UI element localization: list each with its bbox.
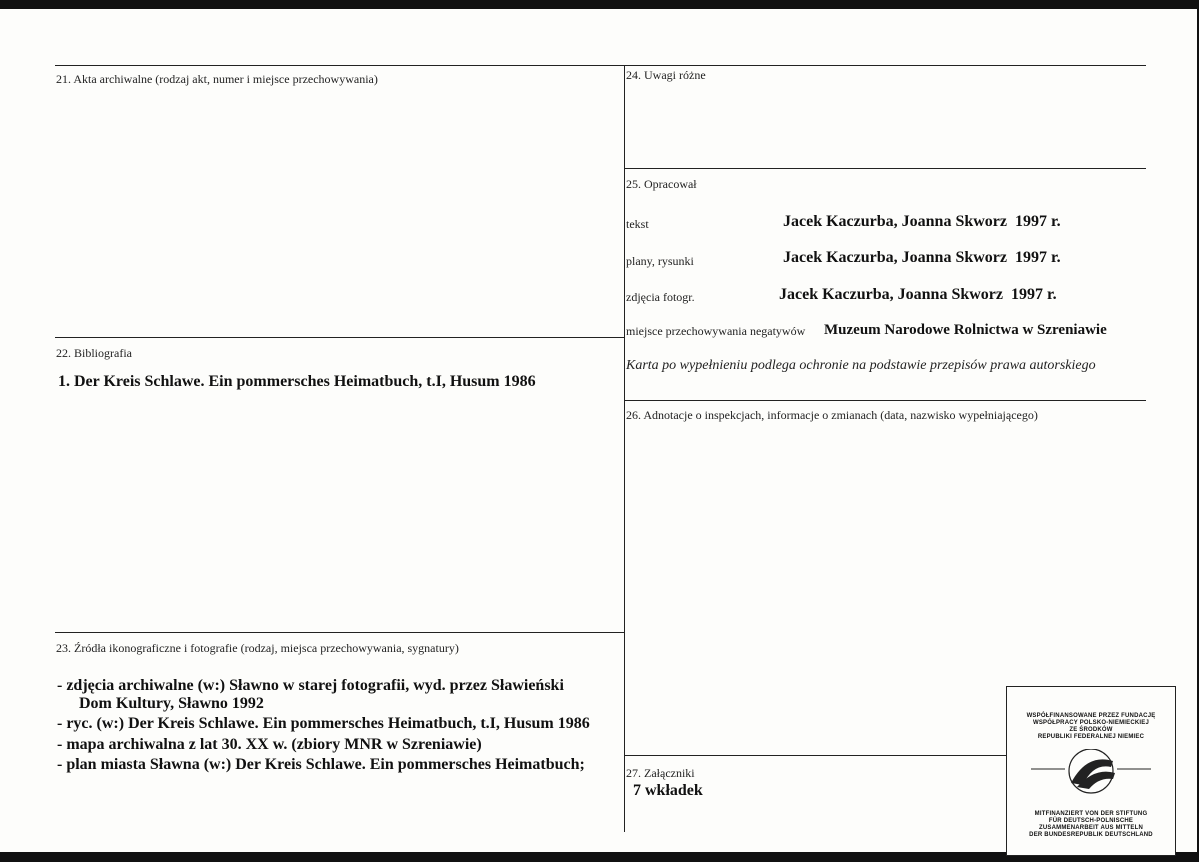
author-row-label-text: tekst: [626, 217, 649, 231]
section-26-label: 26. Adnotacje o inspekcjach, informacje o zmianach (data, nazwisko wypełniającego): [626, 408, 1038, 422]
iconography-line: Dom Kultury, Sławno 1992: [79, 695, 264, 712]
section-25-label: 25. Opracował: [626, 177, 697, 191]
author-row-value-text: Jacek Kaczurba, Joanna Skworz 1997 r.: [783, 213, 1061, 230]
copyright-note: Karta po wypełnieniu podlega ochronie na podstawie przepisów prawa autorskiego: [626, 358, 1096, 373]
stamp-line: WSPÓŁFINANSOWANE PRZEZ FUNDACJĘ: [1026, 713, 1156, 719]
stamp-line: ZUSAMMENARBEIT AUS MITTELN: [1039, 825, 1143, 831]
rule-25-26: [624, 400, 1146, 401]
bibliography-entry: 1. Der Kreis Schlawe. Ein pommersches Heimatbuch, t.I, Husum 1986: [58, 373, 536, 390]
negatives-value: Muzeum Narodowe Rolnictwa w Szreniawie: [824, 322, 1107, 338]
stamp-line: MITFINANZIERT VON DER STIFTUNG: [1034, 811, 1148, 817]
rule-22-23: [55, 632, 624, 633]
stamp-line: ZE ŚRODKÓW: [1069, 727, 1113, 733]
section-23-label: 23. Źródła ikonograficzne i fotografie (rodzaj, miejsca przechowywania, sygnatury): [56, 641, 459, 655]
foundation-stamp: [1006, 686, 1176, 856]
section-24-label: 24. Uwagi różne: [626, 68, 706, 82]
stamp-line: REPUBLIKI FEDERALNEJ NIEMIEC: [1037, 734, 1145, 740]
author-row-value-photos: Jacek Kaczurba, Joanna Skworz 1997 r.: [779, 286, 1057, 303]
section-22-label: 22. Bibliografia: [56, 346, 132, 360]
author-row-label-photos: zdjęcia fotogr.: [626, 290, 695, 304]
rule-21-22: [55, 337, 624, 338]
stamp-line: WSPÓŁPRACY POLSKO-NIEMIECKIEJ: [1032, 720, 1150, 726]
rule-26-27: [624, 755, 1006, 756]
attachments-value: 7 wkładek: [633, 782, 703, 799]
section-27-label: 27. Załączniki: [626, 766, 695, 780]
author-row-label-plans: plany, rysunki: [626, 254, 694, 268]
iconography-line: - mapa archiwalna z lat 30. XX w. (zbiory MNR w Szreniawie): [57, 736, 482, 753]
iconography-line: - plan miasta Sławna (w:) Der Kreis Schlawe. Ein pommersches Heimatbuch;: [57, 756, 585, 773]
section-21-label: 21. Akta archiwalne (rodzaj akt, numer i miejsce przechowywania): [56, 72, 378, 86]
iconography-line: - ryc. (w:) Der Kreis Schlawe. Ein pommersches Heimatbuch, t.I, Husum 1986: [57, 715, 590, 732]
iconography-line: - zdjęcia archiwalne (w:) Sławno w starej fotografii, wyd. przez Sławieński: [57, 677, 564, 694]
author-row-value-plans: Jacek Kaczurba, Joanna Skworz 1997 r.: [783, 249, 1061, 266]
stamp-line: FÜR DEUTSCH-POLNISCHE: [1048, 818, 1134, 824]
stamp-line: DER BUNDESREPUBLIK DEUTSCHLAND: [1029, 832, 1153, 838]
top-rule: [55, 65, 1146, 66]
record-card-page: [0, 9, 1197, 852]
foundation-logo-icon: [1007, 749, 1175, 809]
center-divider: [624, 65, 625, 832]
rule-24-25: [624, 168, 1146, 169]
negatives-label: miejsce przechowywania negatywów: [626, 324, 806, 338]
